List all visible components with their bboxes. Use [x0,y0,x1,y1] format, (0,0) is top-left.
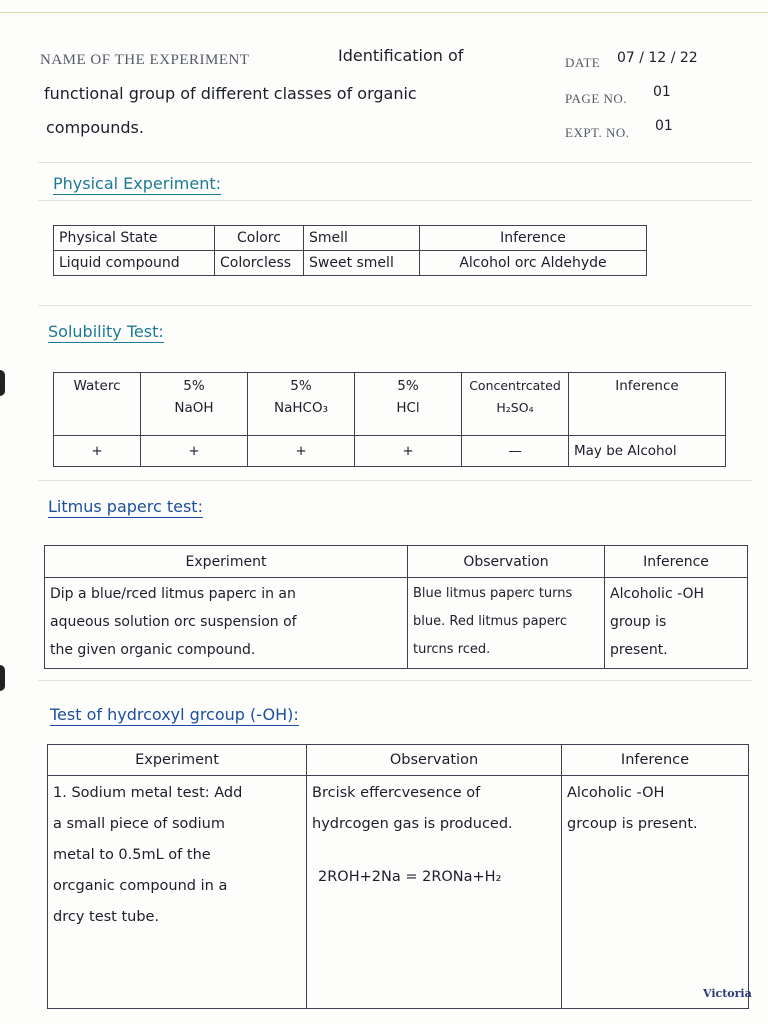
cell-line: metal to 0.5mL of the [53,847,211,863]
table-cell: + [248,436,355,467]
solubility-test-table [53,372,726,467]
ruled-line [38,200,752,201]
cell-line: blue. Red litmus paperc [413,614,568,629]
physical-experiment-heading: Physical Experiment: [53,174,222,193]
table-row [54,436,726,467]
table-cell [605,578,748,669]
header-line: Concentrcated [469,378,561,393]
brand-logo: Victoria [703,987,752,1000]
cell-line: drcy test tube. [53,909,160,925]
ruled-line [38,680,752,681]
table-cell: Liquid compound [54,251,215,276]
physical-experiment-table [53,225,647,276]
solubility-test-heading: Solubility Test: [48,322,164,341]
cell-line: orcganic compound in a [53,878,228,894]
experiment-title-line: Identification of [338,46,464,65]
cell-line: grcoup is present. [567,816,698,832]
cell-line: hydrcogen gas is produced. [312,816,513,832]
binding-ring [0,665,5,691]
table-cell: + [355,436,462,467]
table-header-cell: Inference [562,745,749,776]
table-header-row [45,546,748,578]
page-no-label: PAGE NO. [565,91,628,106]
cell-line: a small piece of sodium [53,816,225,832]
header-line: 5% [183,378,205,394]
expt-no-label: EXPT. NO. [565,125,630,140]
experiment-name-label: NAME OF THE EXPERIMENT [40,52,250,68]
table-cell: Alcohol orc Aldehyde [420,251,647,276]
cell-line: 1. Sodium metal test: Add [53,785,243,801]
table-cell [307,776,562,1009]
table-cell: Sweet smell [304,251,420,276]
table-cell [562,776,749,1009]
header-line: 5% [290,378,312,394]
experiment-title-line: compounds. [46,118,144,137]
table-header-cell [569,373,726,436]
cell-line: Alcoholic -OH [610,586,705,602]
cell-line: turcns rced. [413,642,491,657]
table-header-cell [462,373,569,436]
table-header-cell: Observation [307,745,562,776]
table-header-cell [248,373,355,436]
table-row [48,776,749,1009]
table-row [45,578,748,669]
cell-line: aqueous solution orc suspension of [50,614,297,630]
cell-line: Blue litmus paperc turns [413,586,573,601]
table-header-cell [141,373,248,436]
top-margin-line [0,12,768,13]
binding-ring [0,370,5,396]
table-header-cell: Colorc [215,226,304,251]
date-value: 07 / 12 / 22 [617,50,698,66]
litmus-test-heading: Litmus paperc test: [48,497,203,516]
table-cell: + [54,436,141,467]
header-line: NaOH [174,400,214,416]
header-line: NaHCO₃ [274,400,328,416]
table-header-cell: Smell [304,226,420,251]
cell-line: Dip a blue/rced litmus paperc in an [50,586,296,602]
experiment-title-line: functional group of different classes of organic [44,84,417,103]
table-header-cell: Experiment [45,546,408,578]
table-header-cell: Inference [420,226,647,251]
reaction-equation: 2ROH+2Na = 2RONa+H₂ [318,869,502,885]
table-cell: + [141,436,248,467]
table-cell [45,578,408,669]
table-cell: Colorcless [215,251,304,276]
table-cell [48,776,307,1009]
table-cell: May be Alcohol [569,436,726,467]
table-header-cell [54,373,141,436]
table-header-cell [355,373,462,436]
table-header-row [54,226,647,251]
hydroxyl-test-table [47,744,749,1009]
table-row [54,251,647,276]
litmus-test-table [44,545,748,669]
cell-line: present. [610,642,668,658]
page-no-value: 01 [653,84,671,100]
table-header-cell: Inference [605,546,748,578]
cell-line: Brcisk effercvesence of [312,785,481,801]
date-label: DATE [565,55,601,70]
table-cell [408,578,605,669]
table-header-row [54,373,726,436]
header-line: Inference [615,378,679,394]
table-header-cell: Physical State [54,226,215,251]
ruled-line [38,480,752,481]
hydroxyl-test-heading: Test of hydrcoxyl grcoup (-OH): [50,705,299,724]
header-line: H₂SO₄ [496,400,534,415]
cell-line: Alcoholic -OH [567,785,665,801]
table-header-cell: Observation [408,546,605,578]
header-divider [38,162,752,163]
cell-line: group is [610,614,667,630]
ruled-line [38,305,752,306]
cell-line: the given organic compound. [50,642,256,658]
header-line: HCl [396,400,420,416]
table-header-cell: Experiment [48,745,307,776]
header-line: Waterc [73,378,121,394]
expt-no-value: 01 [655,118,673,134]
table-header-row [48,745,749,776]
header-line: 5% [397,378,419,394]
table-cell: — [462,436,569,467]
